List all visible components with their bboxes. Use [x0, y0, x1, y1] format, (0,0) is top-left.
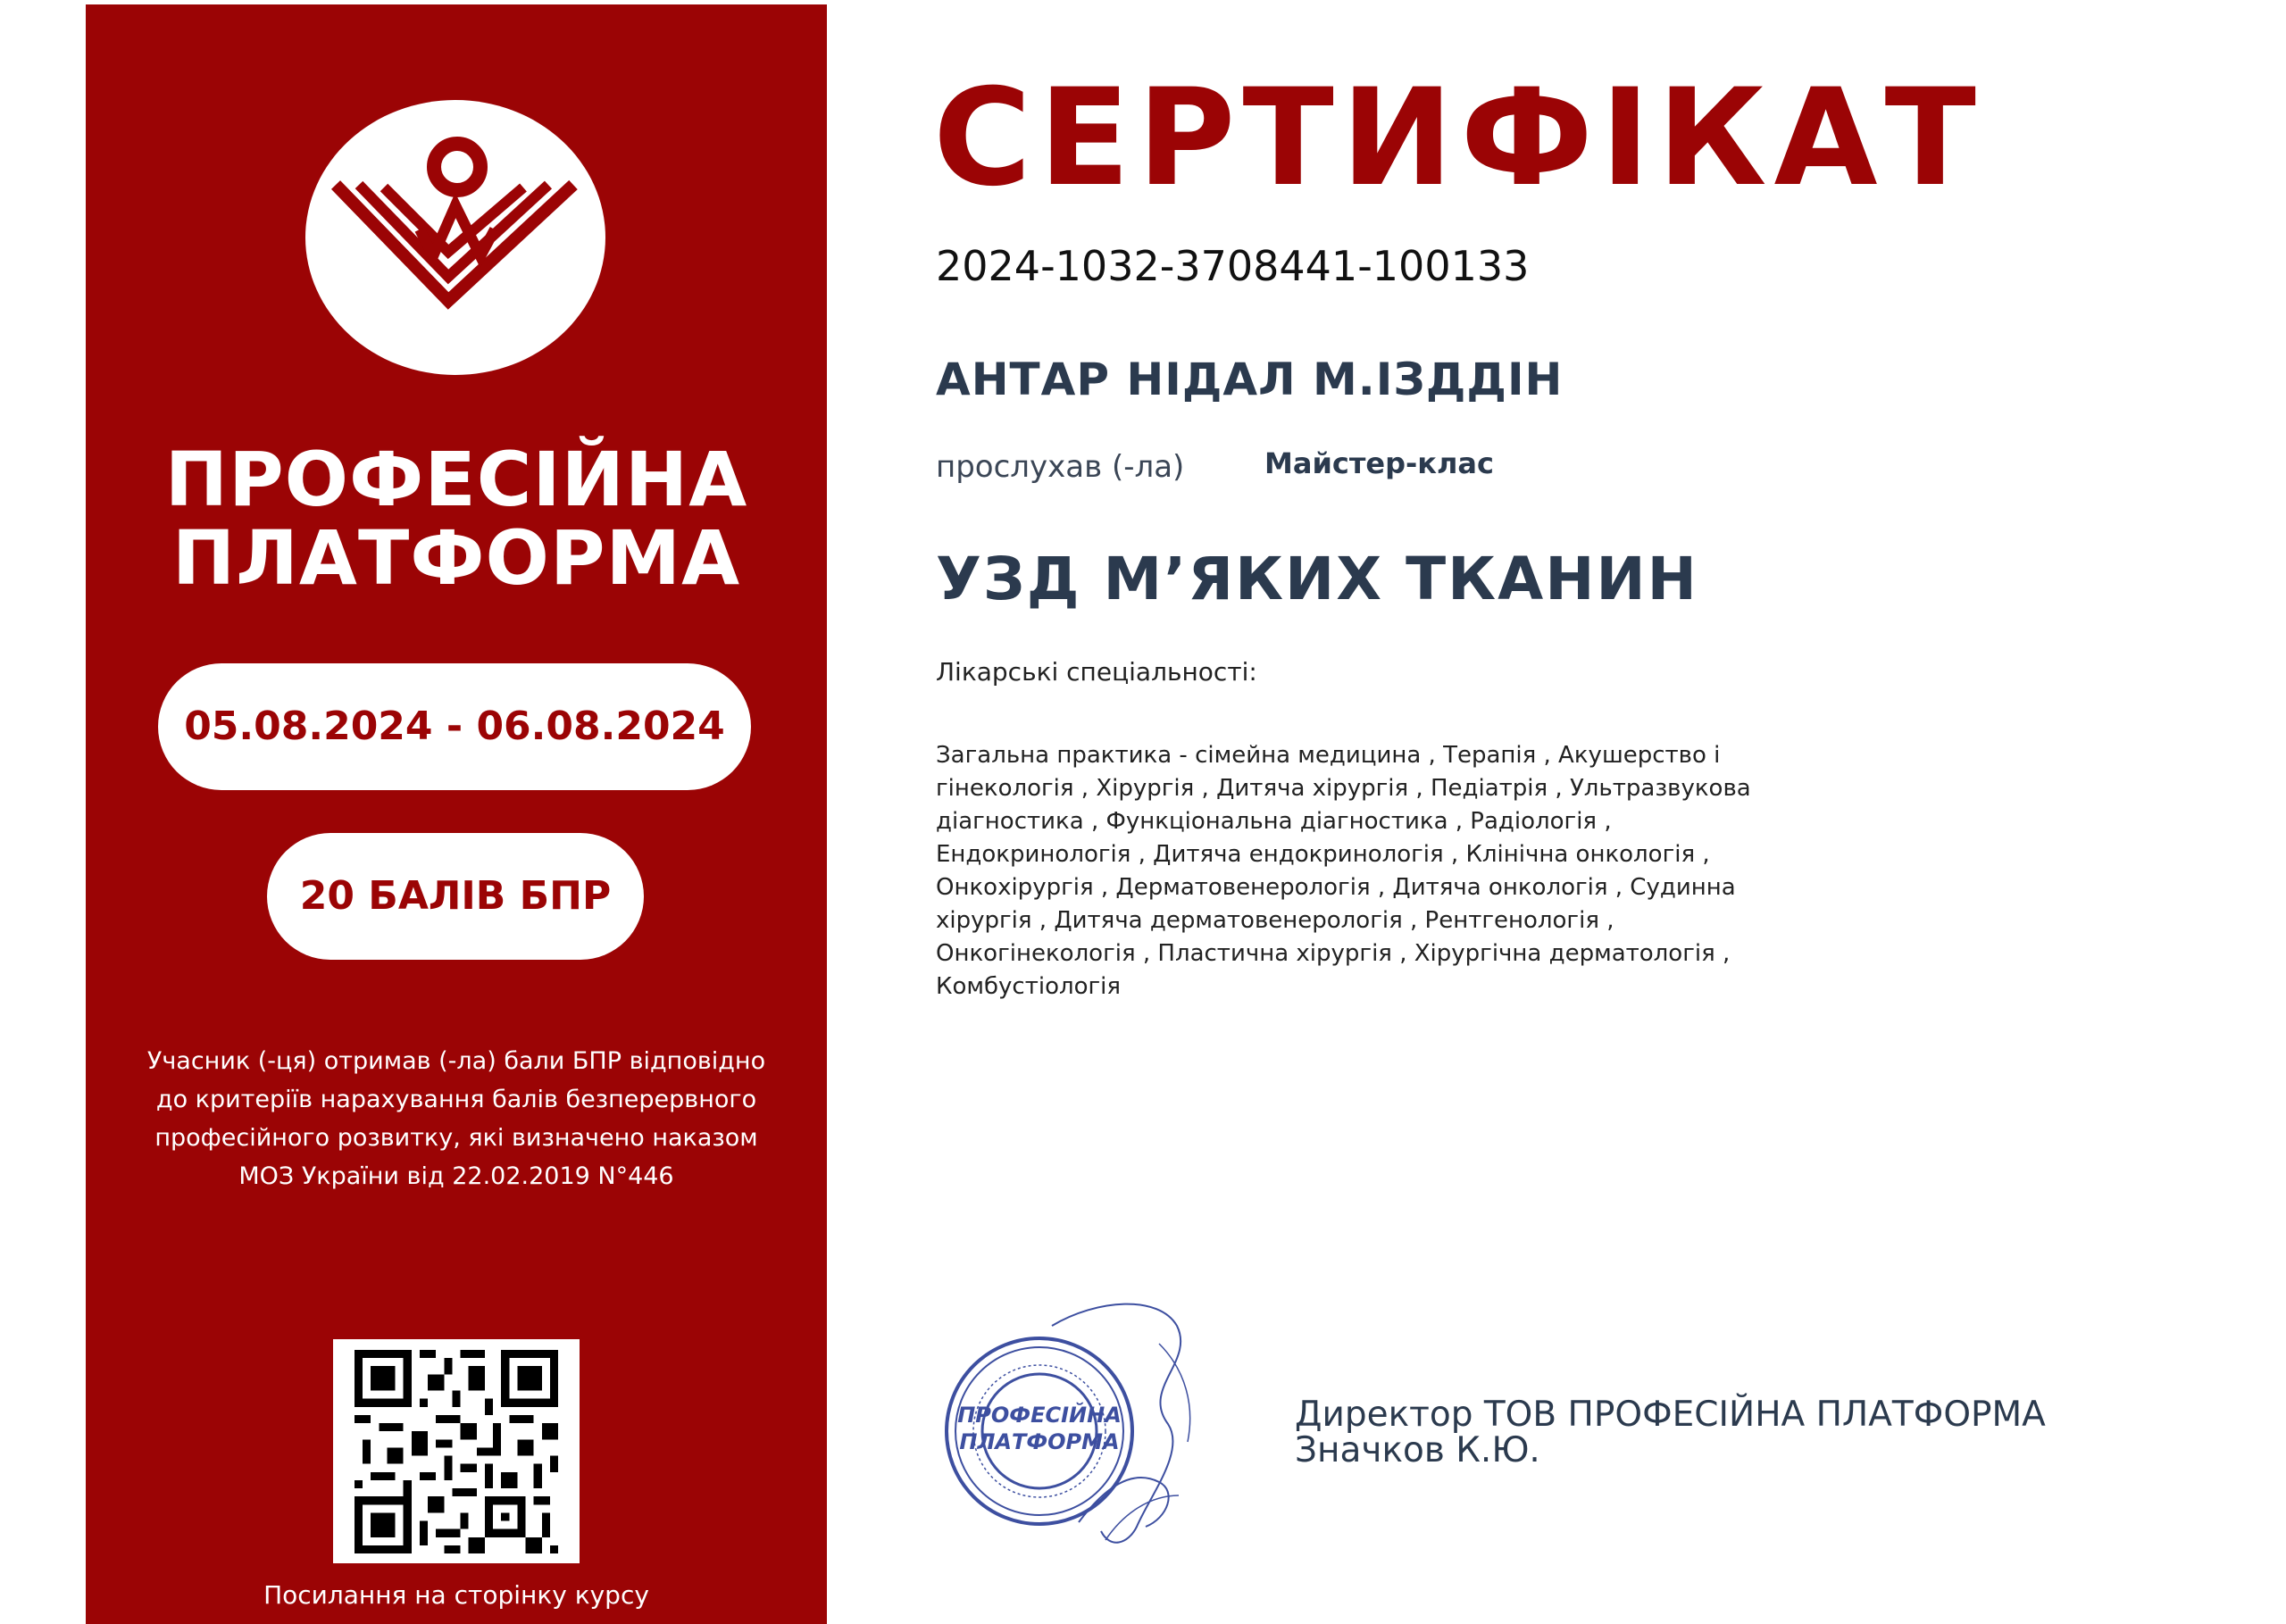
- brand-title-line1: ПРОФЕСІЙНА: [164, 436, 748, 523]
- participant-name: АНТАР НІДАЛ М.ІЗДДІН: [936, 354, 1564, 405]
- director-name: Значков К.Ю.: [1295, 1430, 1540, 1470]
- stamp-icon: [945, 1290, 1248, 1558]
- stamp-text-top: ПРОФЕСІЙНА: [957, 1403, 1122, 1428]
- qr-code-icon: [349, 1350, 563, 1553]
- platform-logo: [305, 100, 605, 375]
- brand-title: [86, 436, 827, 602]
- company-stamp: [945, 1290, 1248, 1558]
- course-dates-badge: 05.08.2024 - 06.08.2024: [158, 663, 751, 790]
- cpd-points-badge: 20 БАЛІВ БПР: [267, 833, 644, 960]
- director-title: Директор ТОВ ПРОФЕСІЙНА ПЛАТФОРМА: [1295, 1395, 2046, 1435]
- specialties-label: Лікарські спеціальності:: [936, 657, 1257, 687]
- attended-label: прослухав (-ла): [936, 449, 1185, 485]
- event-type: Майстер-клас: [1264, 446, 1494, 480]
- certificate-number: 2024-1032-3708441-100133: [936, 242, 1530, 290]
- platform-logo-icon: [305, 100, 605, 375]
- specialties-list: Загальна практика - сімейна медицина , Терапія , Акушерство і гінекологія , Хірургія , Дитяча хірургія , Педіатрія , Ультразвукова діагностика , Функціональна діагностика , Радіологія , Ендокринологія , Дитяча ендокринологія , Клінічна онкологія , Онкохірургія , Дерматовенерологія , Дитяча онкологія , Судинна хірургія , Дитяча дерматовенерологія , Рентгенологія , Онкогінекологія , Пластична хірургія , Хірургічна дерматологія , Комбустіологія: [936, 742, 1751, 1000]
- course-qr-code[interactable]: [333, 1339, 580, 1563]
- stamp-text-bottom: ПЛАТФОРМА: [959, 1429, 1120, 1454]
- brand-panel: [86, 4, 827, 1624]
- course-title: УЗД М’ЯКИХ ТКАНИН: [936, 545, 1698, 613]
- qr-caption: Посилання на сторінку курсу: [263, 1580, 649, 1610]
- cpd-note: Учасник (-ця) отримав (-ла) бали БПР відповідно до критеріїв нарахування балів безперервного професійного розвитку, які визначено наказом МОЗ України від 22.02.2019 N°446: [146, 1047, 766, 1190]
- certificate-title: СЕРТИФІКАТ: [933, 61, 1983, 216]
- brand-title-line2: ПЛАТФОРМА: [171, 514, 741, 602]
- director-signature-block: [1295, 1397, 2046, 1469]
